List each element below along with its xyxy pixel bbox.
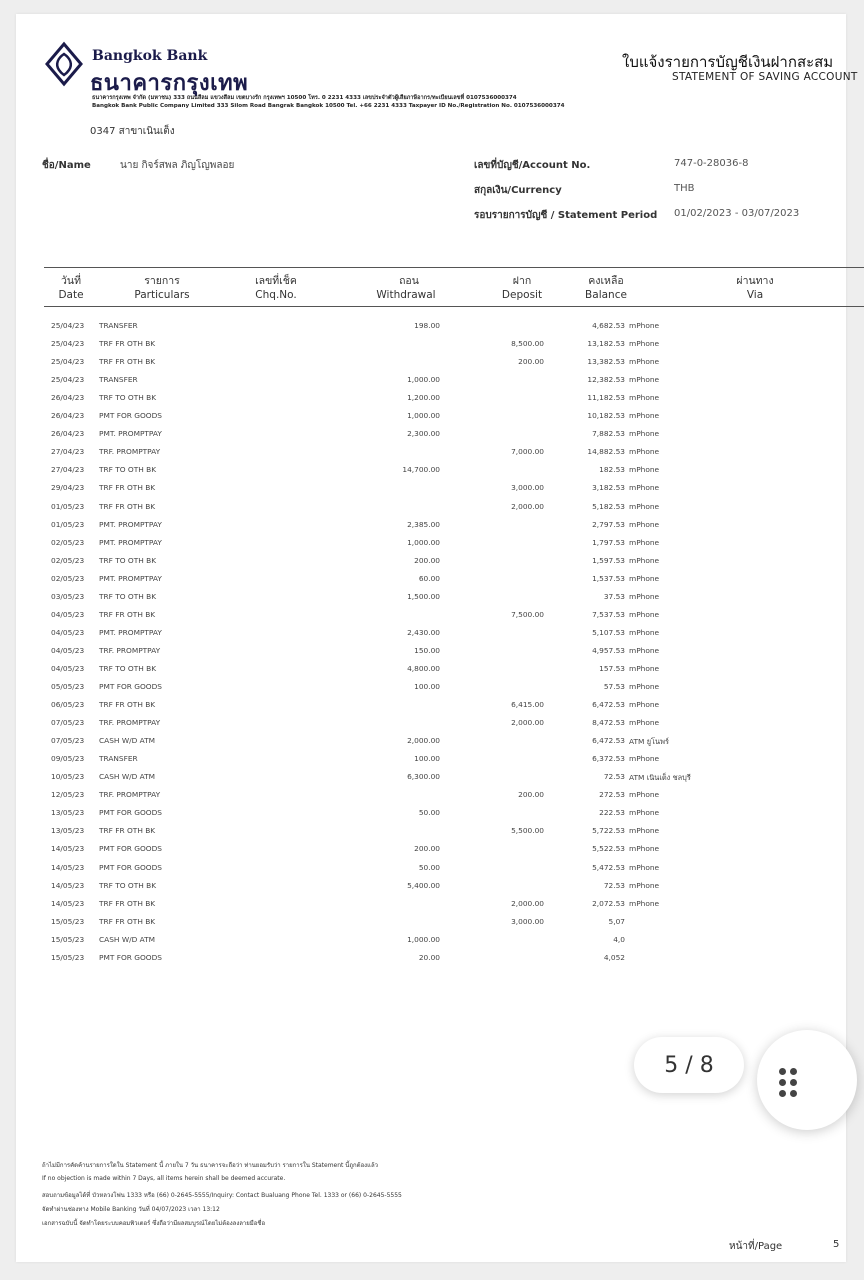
col-date-th: วันที่ xyxy=(61,275,81,287)
row-date: 01/05/23 xyxy=(51,501,85,511)
row-via: mPhone xyxy=(629,898,660,908)
row-deposit: 3,000.00 xyxy=(511,916,544,926)
row-deposit: 200.00 xyxy=(518,357,544,367)
row-date: 12/05/23 xyxy=(51,790,85,800)
table-row xyxy=(16,480,846,498)
row-via: mPhone xyxy=(629,375,660,385)
row-via: mPhone xyxy=(629,537,660,547)
row-date: 26/04/23 xyxy=(51,429,85,439)
bank-address xyxy=(92,94,565,110)
row-deposit: 2,000.00 xyxy=(511,501,544,511)
row-particulars: TRF TO OTH BK xyxy=(99,393,157,403)
row-particulars: PMT FOR GOODS xyxy=(99,411,162,421)
branch-name: 0347 สาขาเนินเต็ง xyxy=(90,126,175,137)
row-balance: 72.53 xyxy=(603,772,625,782)
row-particulars: PMT. PROMPTPAY xyxy=(99,537,162,547)
brand-name-th: ธนาคารกรุงเทพ xyxy=(90,71,249,96)
table-row xyxy=(16,751,846,769)
row-balance: 1,597.53 xyxy=(592,555,625,565)
row-date: 14/05/23 xyxy=(51,898,85,908)
row-balance: 6,472.53 xyxy=(592,700,625,710)
row-balance: 13,182.53 xyxy=(587,339,625,349)
row-particulars: PMT. PROMPTPAY xyxy=(99,429,162,439)
row-particulars: TRF FR OTH BK xyxy=(99,483,156,493)
row-date: 15/05/23 xyxy=(51,952,85,962)
row-balance: 5,472.53 xyxy=(592,862,625,872)
row-particulars: TRANSFER xyxy=(99,375,138,385)
row-withdrawal: 198.00 xyxy=(414,321,440,330)
row-date: 14/05/23 xyxy=(51,844,85,854)
name-value: นาย กิจร์สพล ภิญโญพลอย xyxy=(120,160,235,171)
table-row xyxy=(16,372,846,390)
table-row xyxy=(16,607,846,625)
page-label: หน้าที่/Page xyxy=(729,1241,783,1252)
row-balance: 1,537.53 xyxy=(592,573,625,583)
account-number-label: เลขที่บัญชี/Account No. xyxy=(474,160,591,171)
row-via: mPhone xyxy=(629,483,660,493)
row-withdrawal: 6,300.00 xyxy=(407,772,440,782)
row-via: mPhone xyxy=(629,663,660,673)
row-balance: 10,182.53 xyxy=(587,411,625,421)
table-row xyxy=(16,643,846,661)
col-via-th: ผ่านทาง xyxy=(736,275,774,287)
col-withdrawal-th: ถอน xyxy=(399,275,419,287)
row-deposit: 2,000.00 xyxy=(511,718,544,728)
table-row xyxy=(16,444,846,462)
table-row xyxy=(16,679,846,697)
row-via: ATM เนินเต็ง ชลบุรี xyxy=(629,773,691,783)
footer-line-1: ถ้าไม่มีการคัดค้านรายการใดใน Statement นี้ ภายใน 7 วัน ธนาคารจะถือว่า ท่านยอมรับว่า รายการใน Statement นี้ถูกต้องแล้ว xyxy=(42,1162,379,1169)
row-particulars: CASH W/D ATM xyxy=(99,934,156,944)
row-balance: 272.53 xyxy=(599,790,625,800)
row-via: mPhone xyxy=(629,627,660,637)
row-particulars: TRF TO OTH BK xyxy=(99,465,157,475)
row-date: 27/04/23 xyxy=(51,465,85,475)
currency-label: สกุลเงิน/Currency xyxy=(474,185,562,196)
row-via: mPhone xyxy=(629,808,660,818)
row-particulars: TRF TO OTH BK xyxy=(99,663,157,673)
name-label: ชื่อ/Name xyxy=(42,160,91,171)
row-date: 05/05/23 xyxy=(51,682,85,691)
row-balance: 5,182.53 xyxy=(592,501,625,511)
row-particulars: TRF FR OTH BK xyxy=(99,700,156,710)
col-chq-en: Chq.No. xyxy=(255,289,297,301)
row-date: 07/05/23 xyxy=(51,718,85,728)
table-row xyxy=(16,733,846,751)
row-particulars: PMT. PROMPTPAY xyxy=(99,573,162,583)
row-balance: 57.53 xyxy=(603,682,625,691)
table-row xyxy=(16,318,846,336)
row-via: mPhone xyxy=(629,700,660,710)
row-date: 15/05/23 xyxy=(51,934,85,944)
table-row xyxy=(16,950,846,968)
row-deposit: 200.00 xyxy=(518,790,544,800)
col-chq-th: เลขที่เช็ค xyxy=(255,275,297,287)
row-particulars: PMT FOR GOODS xyxy=(99,682,162,691)
bank-address-en: Bangkok Bank Public Company Limited 333 Silom Road Bangrak Bangkok 10500 Tel. +66 2231 4333 Taxpayer ID No./Registration No. 0107536000374 xyxy=(92,103,565,109)
row-via: mPhone xyxy=(629,321,660,330)
row-balance: 2,072.53 xyxy=(592,898,625,908)
table-row xyxy=(16,914,846,932)
row-via: mPhone xyxy=(629,682,660,691)
row-balance: 4,682.53 xyxy=(592,321,625,330)
row-via: mPhone xyxy=(629,429,660,439)
row-date: 02/05/23 xyxy=(51,573,85,583)
row-withdrawal: 4,800.00 xyxy=(407,663,440,673)
row-via: ATM ยูโนพร์ xyxy=(629,737,669,747)
row-via: mPhone xyxy=(629,645,660,655)
row-particulars: TRF FR OTH BK xyxy=(99,609,156,619)
row-particulars: TRF. PROMPTPAY xyxy=(99,790,161,800)
table-row xyxy=(16,769,846,787)
table-row xyxy=(16,860,846,878)
row-balance: 5,722.53 xyxy=(592,826,625,836)
row-withdrawal: 2,430.00 xyxy=(407,627,440,637)
row-particulars: CASH W/D ATM xyxy=(99,736,156,746)
row-balance: 6,372.53 xyxy=(592,754,625,764)
row-via: mPhone xyxy=(629,591,660,601)
row-via: mPhone xyxy=(629,339,660,349)
row-particulars: TRANSFER xyxy=(99,321,138,330)
row-deposit: 3,000.00 xyxy=(511,483,544,493)
col-balance-th: คงเหลือ xyxy=(588,275,624,287)
row-via: mPhone xyxy=(629,465,660,475)
row-withdrawal: 150.00 xyxy=(414,645,440,655)
row-date: 07/05/23 xyxy=(51,736,85,746)
page-number: 5 xyxy=(833,1239,840,1250)
table-row xyxy=(16,589,846,607)
row-particulars: PMT FOR GOODS xyxy=(99,808,162,818)
row-balance: 157.53 xyxy=(599,663,625,673)
row-balance: 4,957.53 xyxy=(592,645,625,655)
row-date: 04/05/23 xyxy=(51,627,85,637)
row-particulars: TRF FR OTH BK xyxy=(99,501,156,511)
row-balance: 2,797.53 xyxy=(592,519,625,529)
row-particulars: PMT. PROMPTPAY xyxy=(99,627,162,637)
row-via: mPhone xyxy=(629,393,660,403)
row-withdrawal: 2,385.00 xyxy=(407,519,440,529)
bangkok-bank-logo-icon xyxy=(44,42,84,86)
row-withdrawal: 1,500.00 xyxy=(407,591,440,601)
table-row xyxy=(16,625,846,643)
currency-value: THB xyxy=(674,183,695,194)
row-via: mPhone xyxy=(629,501,660,511)
row-withdrawal: 200.00 xyxy=(414,844,440,854)
row-via: mPhone xyxy=(629,447,660,457)
table-row xyxy=(16,517,846,535)
footer-line-4: จัดทำผ่านช่องทาง Mobile Banking วันที่ 04/07/2023 เวลา 13:12 xyxy=(42,1206,220,1213)
table-row xyxy=(16,896,846,914)
table-row xyxy=(16,715,846,733)
row-via: mPhone xyxy=(629,573,660,583)
row-withdrawal: 100.00 xyxy=(414,754,440,764)
row-particulars: PMT FOR GOODS xyxy=(99,952,162,962)
row-balance: 222.53 xyxy=(599,808,625,818)
row-date: 10/05/23 xyxy=(51,772,85,782)
row-via: mPhone xyxy=(629,411,660,421)
row-particulars: PMT FOR GOODS xyxy=(99,862,162,872)
table-row xyxy=(16,426,846,444)
row-particulars: TRF TO OTH BK xyxy=(99,591,157,601)
row-particulars: TRF TO OTH BK xyxy=(99,880,157,890)
row-balance: 8,472.53 xyxy=(592,718,625,728)
row-via: mPhone xyxy=(629,555,660,565)
row-withdrawal: 1,000.00 xyxy=(407,537,440,547)
row-particulars: PMT. PROMPTPAY xyxy=(99,519,162,529)
row-date: 29/04/23 xyxy=(51,483,85,493)
statement-title-th: ใบแจ้งรายการบัญชีเงินฝากสะสม xyxy=(622,53,834,71)
row-deposit: 8,500.00 xyxy=(511,339,544,349)
row-date: 04/05/23 xyxy=(51,609,85,619)
row-withdrawal: 50.00 xyxy=(418,862,440,872)
row-via: mPhone xyxy=(629,754,660,764)
col-withdrawal-en: Withdrawal xyxy=(376,289,436,301)
table-row xyxy=(16,390,846,408)
row-particulars: TRF. PROMPTPAY xyxy=(99,718,161,728)
row-date: 26/04/23 xyxy=(51,411,85,421)
row-particulars: TRF FR OTH BK xyxy=(99,898,156,908)
row-date: 13/05/23 xyxy=(51,808,85,818)
row-particulars: CASH W/D ATM xyxy=(99,772,156,782)
col-deposit-th: ฝาก xyxy=(512,275,532,287)
table-header-rule xyxy=(44,306,864,307)
statement-period-label: รอบรายการบัญชี / Statement Period xyxy=(474,210,658,221)
row-deposit: 6,415.00 xyxy=(511,700,544,710)
row-date: 15/05/23 xyxy=(51,916,85,926)
row-withdrawal: 2,300.00 xyxy=(407,429,440,439)
row-date: 09/05/23 xyxy=(51,754,85,764)
row-withdrawal: 1,000.00 xyxy=(407,375,440,385)
row-withdrawal: 2,000.00 xyxy=(407,736,440,746)
row-date: 06/05/23 xyxy=(51,700,85,710)
table-row xyxy=(16,336,846,354)
row-date: 02/05/23 xyxy=(51,537,85,547)
row-balance: 37.53 xyxy=(603,591,625,601)
row-deposit: 2,000.00 xyxy=(511,898,544,908)
footer-line-3: สอบถามข้อมูลได้ที่ บัวหลวงโฟน 1333 หรือ (66) 0-2645-5555/Inquiry: Contact Bualuang Phone Tel. 1333 or (66) 0-2645-5555 xyxy=(42,1192,402,1199)
row-balance: 4,0 xyxy=(613,934,625,944)
statement-title-en: STATEMENT OF SAVING ACCOUNT xyxy=(672,71,858,83)
row-particulars: TRF. PROMPTPAY xyxy=(99,645,161,655)
viewer-menu-button[interactable] xyxy=(757,1030,857,1130)
row-particulars: TRF FR OTH BK xyxy=(99,339,156,349)
table-row xyxy=(16,499,846,517)
row-date: 04/05/23 xyxy=(51,663,85,673)
row-balance: 182.53 xyxy=(599,465,625,475)
col-via-en: Via xyxy=(746,289,764,301)
table-row xyxy=(16,354,846,372)
row-particulars: TRF FR OTH BK xyxy=(99,826,156,836)
table-row xyxy=(16,553,846,571)
row-withdrawal: 1,000.00 xyxy=(407,934,440,944)
row-via: mPhone xyxy=(629,844,660,854)
bank-address-th: ธนาคารกรุงเทพ จำกัด (มหาชน) 333 ถนนสีลม แขวงสีลม เขตบางรัก กรุงเทพฯ 10500 โทร. 0 2231 4333 เลขประจำตัวผู้เสียภาษีอากร/ทะเบียนเลขที่ 0107536000374 xyxy=(92,95,517,101)
row-via: mPhone xyxy=(629,519,660,529)
row-deposit: 7,000.00 xyxy=(511,447,544,457)
table-row xyxy=(16,697,846,715)
row-date: 25/04/23 xyxy=(51,321,85,330)
row-date: 03/05/23 xyxy=(51,591,85,601)
row-date: 04/05/23 xyxy=(51,645,85,655)
row-via: mPhone xyxy=(629,790,660,800)
row-withdrawal: 60.00 xyxy=(418,573,440,583)
row-balance: 5,07 xyxy=(608,916,625,926)
brand-name-en: Bangkok Bank xyxy=(92,48,208,64)
row-balance: 13,382.53 xyxy=(587,357,625,367)
table-row xyxy=(16,823,846,841)
footer-line-5: เอกสารฉบับนี้ จัดทำโดยระบบคอมพิวเตอร์ ซึ่งถือว่ามีผลสมบูรณ์โดยไม่ต้องลงลายมือชื่อ xyxy=(42,1220,266,1227)
row-deposit: 7,500.00 xyxy=(511,609,544,619)
row-via: mPhone xyxy=(629,609,660,619)
row-balance: 6,472.53 xyxy=(592,736,625,746)
row-date: 14/05/23 xyxy=(51,880,85,890)
table-row xyxy=(16,878,846,896)
page-indicator: 5 / 8 xyxy=(634,1037,744,1093)
row-withdrawal: 1,000.00 xyxy=(407,411,440,421)
row-balance: 12,382.53 xyxy=(587,375,625,385)
row-withdrawal: 200.00 xyxy=(414,555,440,565)
row-via: mPhone xyxy=(629,718,660,728)
row-withdrawal: 5,400.00 xyxy=(407,880,440,890)
row-balance: 5,107.53 xyxy=(592,627,625,637)
row-particulars: TRF. PROMPTPAY xyxy=(99,447,161,457)
col-date-en: Date xyxy=(58,289,84,301)
table-row xyxy=(16,571,846,589)
table-top-rule xyxy=(44,267,864,268)
row-date: 25/04/23 xyxy=(51,339,85,349)
row-date: 02/05/23 xyxy=(51,555,85,565)
statement-period-value: 01/02/2023 - 03/07/2023 xyxy=(674,208,800,219)
row-balance: 14,882.53 xyxy=(587,447,625,457)
row-date: 27/04/23 xyxy=(51,447,85,457)
row-date: 14/05/23 xyxy=(51,862,85,872)
row-particulars: TRANSFER xyxy=(99,754,138,764)
table-row xyxy=(16,932,846,950)
table-row xyxy=(16,535,846,553)
grid-dots-icon xyxy=(779,1068,809,1098)
table-row xyxy=(16,787,846,805)
table-row xyxy=(16,661,846,679)
row-withdrawal: 1,200.00 xyxy=(407,393,440,403)
row-deposit: 5,500.00 xyxy=(511,826,544,836)
row-via: mPhone xyxy=(629,826,660,836)
row-via: mPhone xyxy=(629,357,660,367)
row-particulars: TRF FR OTH BK xyxy=(99,916,156,926)
row-balance: 1,797.53 xyxy=(592,537,625,547)
row-via: mPhone xyxy=(629,880,660,890)
row-date: 01/05/23 xyxy=(51,519,85,529)
row-particulars: PMT FOR GOODS xyxy=(99,844,162,854)
table-row xyxy=(16,841,846,859)
row-particulars: TRF FR OTH BK xyxy=(99,357,156,367)
row-withdrawal: 50.00 xyxy=(418,808,440,818)
row-balance: 3,182.53 xyxy=(592,483,625,493)
col-deposit-en: Deposit xyxy=(501,289,543,301)
row-withdrawal: 14,700.00 xyxy=(402,465,440,475)
row-balance: 72.53 xyxy=(603,880,625,890)
row-date: 13/05/23 xyxy=(51,826,85,836)
row-date: 25/04/23 xyxy=(51,375,85,385)
row-date: 26/04/23 xyxy=(51,393,85,403)
row-balance: 11,182.53 xyxy=(587,393,625,403)
col-particulars-en: Particulars xyxy=(134,289,190,301)
row-withdrawal: 100.00 xyxy=(414,682,440,691)
table-row xyxy=(16,805,846,823)
account-number-value: 747-0-28036-8 xyxy=(674,158,749,169)
row-withdrawal: 20.00 xyxy=(418,952,440,962)
table-row xyxy=(16,462,846,480)
col-balance-en: Balance xyxy=(585,289,627,301)
row-balance: 5,522.53 xyxy=(592,844,625,854)
row-particulars: TRF TO OTH BK xyxy=(99,555,157,565)
row-date: 25/04/23 xyxy=(51,357,85,367)
row-via: mPhone xyxy=(629,862,660,872)
table-row xyxy=(16,408,846,426)
row-balance: 4,052 xyxy=(603,952,625,962)
row-balance: 7,882.53 xyxy=(592,429,625,439)
row-balance: 7,537.53 xyxy=(592,609,625,619)
col-particulars-th: รายการ xyxy=(144,275,180,287)
footer-line-2: If no objection is made within 7 Days, all items herein shall be deemed accurate. xyxy=(42,1175,286,1182)
